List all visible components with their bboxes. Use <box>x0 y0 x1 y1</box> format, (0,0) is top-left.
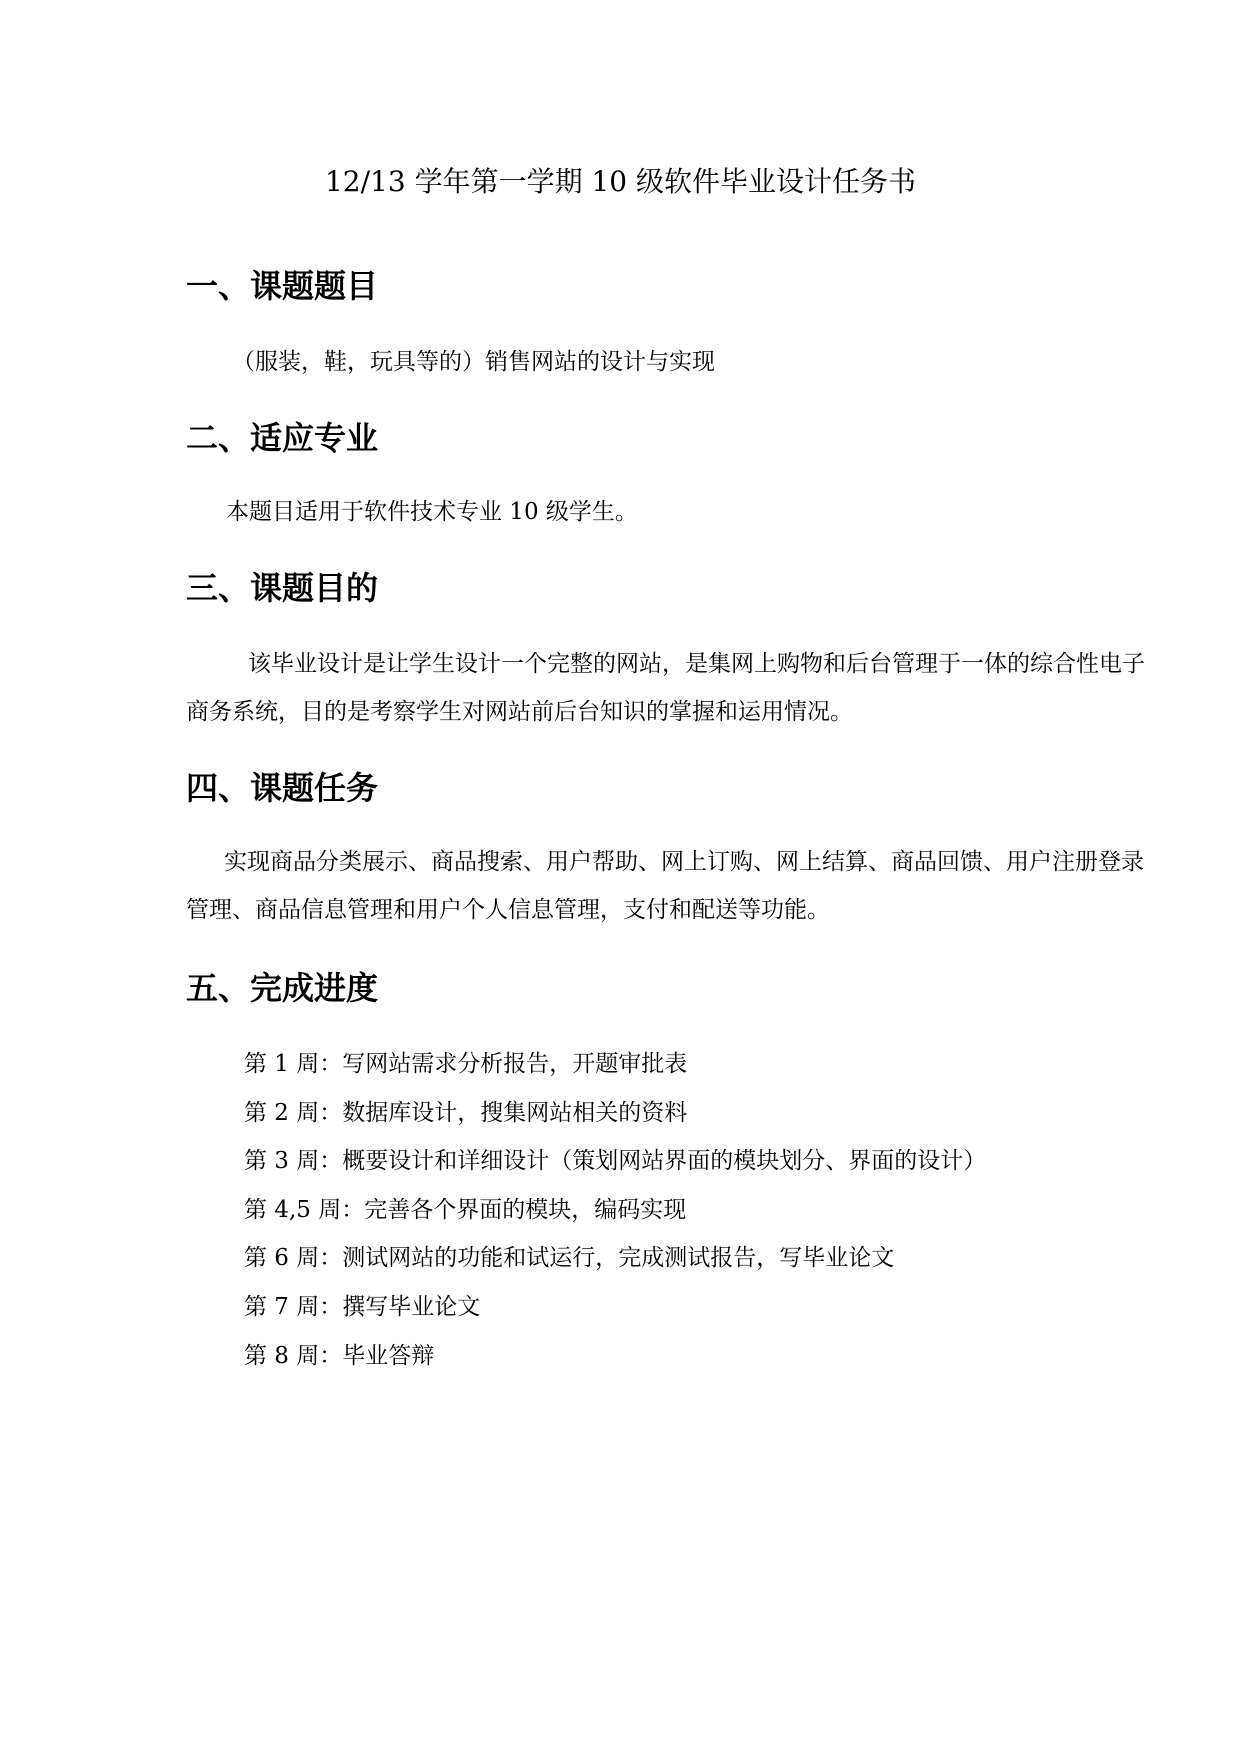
major-paragraph: 本题目适用于软件技术专业 10 级学生。 <box>226 499 638 525</box>
schedule-item-week-6: 第 6 周：测试网站的功能和试运行，完成测试报告，写毕业论文 <box>244 1245 895 1272</box>
document-title: 12/13 学年第一学期 10 级软件毕业设计任务书 <box>324 165 917 198</box>
schedule-list <box>244 1040 986 1380</box>
section-heading-topic: 一、课题题目 <box>186 267 379 305</box>
section-heading-purpose: 三、课题目的 <box>186 569 379 607</box>
schedule-item-week-1: 第 1 周：写网站需求分析报告，开题审批表 <box>244 1051 688 1077</box>
schedule-item-week-3: 第 3 周：概要设计和详细设计（策划网站界面的模块划分、界面的设计） <box>244 1148 987 1175</box>
topic-paragraph: （服装，鞋，玩具等的）销售网站的设计与实现 <box>232 349 715 375</box>
schedule-item-week-2: 第 2 周：数据库设计，搜集网站相关的资料 <box>244 1099 688 1126</box>
section-heading-schedule: 五、完成进度 <box>186 969 379 1007</box>
purpose-paragraph: 该毕业设计是让学生设计一个完整的网站，是集网上购物和后台管理于一体的综合性电子商务系统，目的是考察学生对网站前后台知识的掌握和运用情况。 <box>186 651 1145 725</box>
schedule-item-week-4-5: 第 4,5 周：完善各个界面的模块，编码实现 <box>244 1196 687 1223</box>
schedule-item-week-8: 第 8 周：毕业答辩 <box>244 1342 435 1369</box>
schedule-item-week-7: 第 7 周：撰写毕业论文 <box>244 1293 481 1320</box>
section-heading-major: 二、适应专业 <box>186 419 379 457</box>
section-heading-tasks: 四、课题任务 <box>186 769 379 807</box>
tasks-paragraph: 实现商品分类展示、商品搜索、用户帮助、网上订购、网上结算、商品回馈、用户注册登录管理、商品信息管理和用户个人信息管理，支付和配送等功能。 <box>186 849 1144 923</box>
